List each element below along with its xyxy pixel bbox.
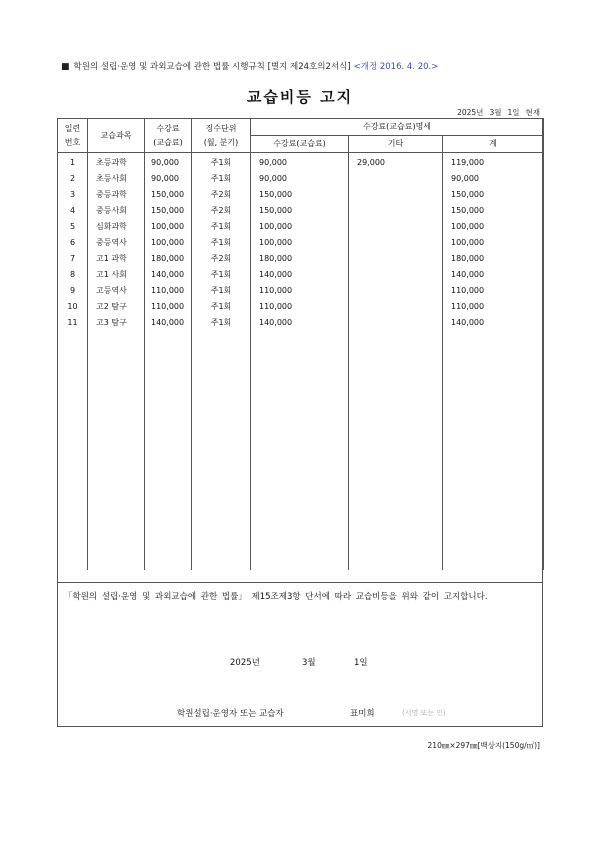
- row-detail-fee: 140,000: [251, 315, 349, 331]
- row-fee: 180,000: [145, 251, 192, 267]
- row-serial-number: 1: [58, 153, 88, 172]
- signer-label: 학원설립·운영자 또는 교습자: [177, 709, 284, 719]
- row-detail-fee: 90,000: [251, 171, 349, 187]
- revision-note: <개정 2016. 4. 20.>: [353, 62, 439, 72]
- row-billing-unit: 주1회: [192, 283, 251, 299]
- table-row: [58, 299, 544, 315]
- row-subject: 초등과학: [88, 153, 145, 172]
- notice-month: 3월: [302, 658, 316, 668]
- row-fee: 90,000: [145, 171, 192, 187]
- row-subject: 고3 탐구: [88, 315, 145, 331]
- row-subject: 고1 사회: [88, 267, 145, 283]
- row-subject: 심화과학: [88, 219, 145, 235]
- square-bullet-icon: ■: [61, 62, 70, 72]
- table-row: [58, 219, 544, 235]
- row-detail-total: 150,000: [443, 203, 544, 219]
- row-detail-other: [349, 251, 443, 267]
- row-fee: 90,000: [145, 153, 192, 172]
- row-detail-total: 119,000: [443, 153, 544, 172]
- row-serial-number: 7: [58, 251, 88, 267]
- table-row: [58, 267, 544, 283]
- row-detail-total: 180,000: [443, 251, 544, 267]
- row-serial-number: 11: [58, 315, 88, 331]
- row-billing-unit: 주2회: [192, 187, 251, 203]
- row-detail-total: 110,000: [443, 299, 544, 315]
- paper-spec: 210㎜×297㎜[백상지(150g/㎡)]: [427, 741, 540, 750]
- row-detail-fee: 180,000: [251, 251, 349, 267]
- row-detail-fee: 100,000: [251, 235, 349, 251]
- as-of-year: 2025년: [457, 108, 484, 117]
- row-detail-total: 140,000: [443, 267, 544, 283]
- header-billing-unit: 징수단위 (월, 분기): [192, 119, 251, 153]
- as-of-date: [451, 107, 540, 118]
- row-subject: 고1 과학: [88, 251, 145, 267]
- row-serial-number: 9: [58, 283, 88, 299]
- row-serial-number: 6: [58, 235, 88, 251]
- row-serial-number: 4: [58, 203, 88, 219]
- row-subject: 중등과학: [88, 187, 145, 203]
- row-serial-number: 10: [58, 299, 88, 315]
- row-billing-unit: 주1회: [192, 153, 251, 172]
- table-row: [58, 187, 544, 203]
- row-subject: 고등역사: [88, 283, 145, 299]
- header-fee: 수강료 (교습료): [145, 119, 192, 153]
- row-subject: 초등사회: [88, 171, 145, 187]
- fee-table-body: [58, 153, 544, 571]
- header-fee-details: 수강료(교습료)명세: [251, 119, 544, 136]
- row-billing-unit: 주1회: [192, 267, 251, 283]
- row-billing-unit: 주1회: [192, 171, 251, 187]
- row-billing-unit: 주1회: [192, 299, 251, 315]
- row-detail-other: [349, 283, 443, 299]
- table-row: [58, 315, 544, 331]
- fee-table-header: [58, 119, 544, 153]
- row-detail-other: [349, 187, 443, 203]
- row-detail-total: 100,000: [443, 235, 544, 251]
- row-fee: 110,000: [145, 283, 192, 299]
- signer-name: 표미희: [350, 709, 375, 719]
- header-detail-other: 기타: [349, 136, 443, 153]
- row-billing-unit: 주1회: [192, 219, 251, 235]
- row-detail-fee: 110,000: [251, 283, 349, 299]
- table-empty-space: [58, 331, 544, 570]
- header-detail-fee: 수강료(교습료): [251, 136, 349, 153]
- notice-statement: 「학원의 설립·운영 및 과외교습에 관한 법률」 제15조제3항 단서에 따라 교습비등을 위와 같이 고지합니다.: [64, 592, 488, 602]
- row-subject: 고2 탐구: [88, 299, 145, 315]
- row-serial-number: 8: [58, 267, 88, 283]
- as-of-month: 3월: [489, 108, 502, 117]
- notice-year: 2025년: [230, 658, 260, 668]
- row-fee: 100,000: [145, 219, 192, 235]
- table-row: [58, 153, 544, 172]
- header-detail-total: 계: [443, 136, 544, 153]
- as-of-day: 1일: [507, 108, 520, 117]
- row-detail-fee: 100,000: [251, 219, 349, 235]
- row-detail-other: [349, 219, 443, 235]
- table-row: [58, 251, 544, 267]
- signature-mark: (서명 또는 인): [402, 709, 446, 717]
- row-detail-total: 110,000: [443, 283, 544, 299]
- row-detail-other: [349, 267, 443, 283]
- table-row: [58, 283, 544, 299]
- row-detail-other: 29,000: [349, 153, 443, 172]
- header-serial-number: 일련 번호: [58, 119, 88, 153]
- row-detail-total: 150,000: [443, 187, 544, 203]
- form-reference: [61, 60, 438, 72]
- row-billing-unit: 주1회: [192, 315, 251, 331]
- row-detail-other: [349, 299, 443, 315]
- row-fee: 110,000: [145, 299, 192, 315]
- document-title: 교습비등 고지: [246, 88, 354, 106]
- row-detail-other: [349, 315, 443, 331]
- row-detail-fee: 90,000: [251, 153, 349, 172]
- row-detail-total: 140,000: [443, 315, 544, 331]
- as-of-suffix: 현재: [525, 108, 540, 117]
- row-fee: 150,000: [145, 187, 192, 203]
- table-row: [58, 235, 544, 251]
- table-row: [58, 171, 544, 187]
- fee-table: [57, 118, 544, 570]
- row-detail-other: [349, 203, 443, 219]
- row-billing-unit: 주2회: [192, 251, 251, 267]
- row-detail-fee: 110,000: [251, 299, 349, 315]
- row-billing-unit: 주2회: [192, 203, 251, 219]
- row-detail-total: 100,000: [443, 219, 544, 235]
- notice-day: 1일: [354, 658, 368, 668]
- table-row: [58, 203, 544, 219]
- row-fee: 140,000: [145, 267, 192, 283]
- row-detail-other: [349, 171, 443, 187]
- row-serial-number: 2: [58, 171, 88, 187]
- row-fee: 150,000: [145, 203, 192, 219]
- row-subject: 중등역사: [88, 235, 145, 251]
- row-detail-fee: 140,000: [251, 267, 349, 283]
- row-subject: 중등사회: [88, 203, 145, 219]
- row-detail-other: [349, 235, 443, 251]
- row-serial-number: 5: [58, 219, 88, 235]
- row-fee: 140,000: [145, 315, 192, 331]
- notice-date: [230, 656, 368, 668]
- row-fee: 100,000: [145, 235, 192, 251]
- row-serial-number: 3: [58, 187, 88, 203]
- header-subject: 교습과목: [88, 119, 145, 153]
- row-detail-fee: 150,000: [251, 203, 349, 219]
- form-reference-text: 학원의 설립·운영 및 과외교습에 관한 법률 시행규칙 [별지 제24호의2서식]: [73, 62, 351, 72]
- row-detail-fee: 150,000: [251, 187, 349, 203]
- row-detail-total: 90,000: [443, 171, 544, 187]
- row-billing-unit: 주1회: [192, 235, 251, 251]
